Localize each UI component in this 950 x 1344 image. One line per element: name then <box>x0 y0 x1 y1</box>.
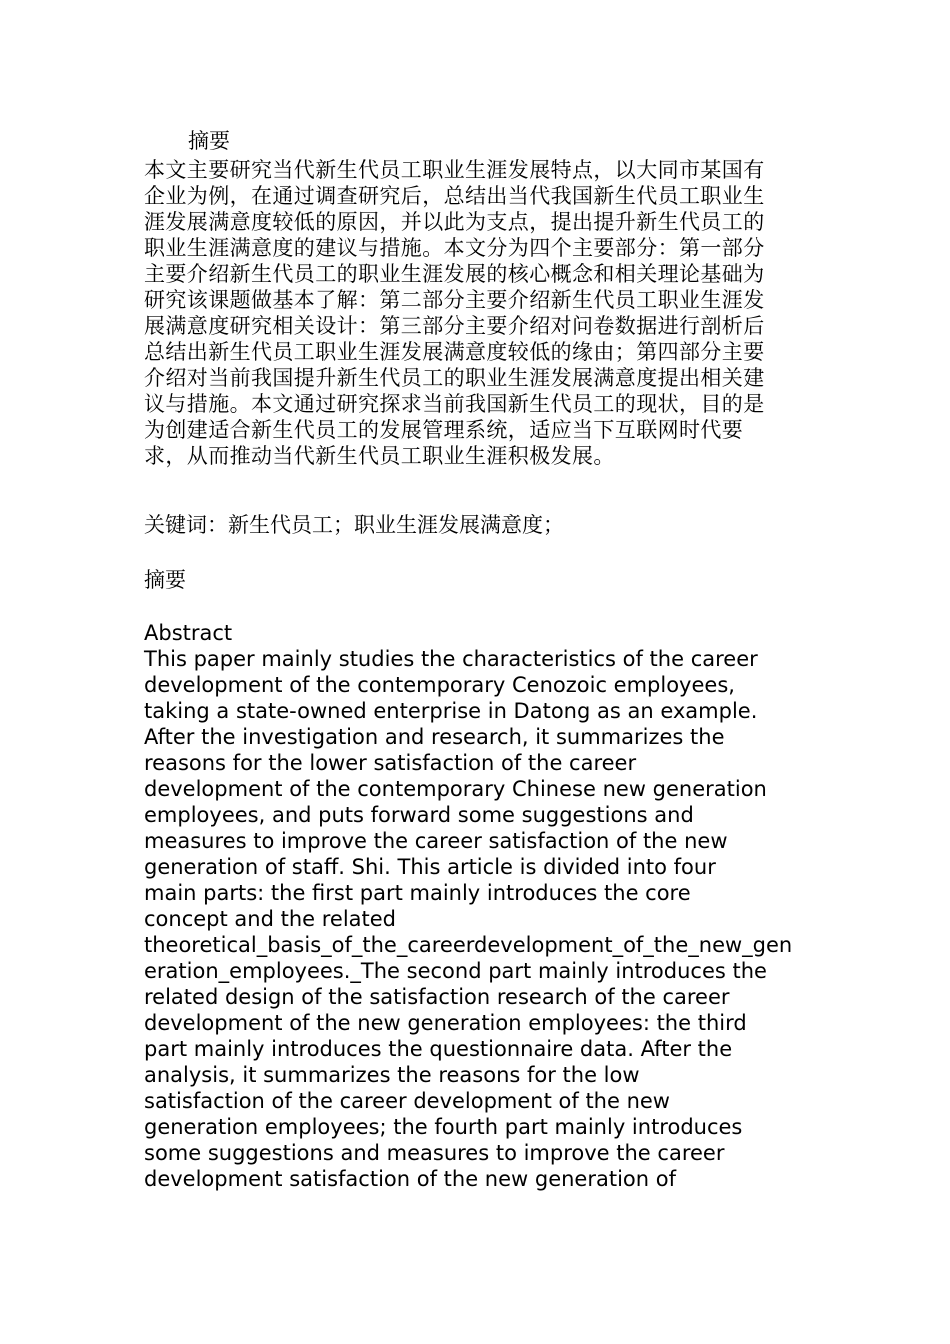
chinese-abstract-title: 摘要 <box>188 129 230 153</box>
chinese-keywords: 关键词：新生代员工；职业生涯发展满意度； <box>144 513 564 537</box>
chinese-abstract-title-repeat: 摘要 <box>144 568 186 592</box>
english-abstract-title: Abstract <box>144 621 233 645</box>
chinese-abstract-body: 本文主要研究当代新生代员工职业生涯发展特点，以大同市某国有 企业为例，在通过调查研究后，总结出当代我国新生代员工职业生 涯发展满意度较低的原因，并以此为支点，提出提升新生代员工的 职业生涯满意度的建议与措施。本文分为四个主要部分：第一部分 主要介绍新生代员工的职业生涯发展的核心概念和相关理论基础为 研究该课题做基本了解：第二部分主要介绍新生代员工职业生涯发 展满意度研究相关设计：第三部分主要介绍对问卷数据进行剖析后 总结出新生代员工职业生涯发展满意度较低的缘由；第四部分主要 介绍对当前我国提升新生代员工的职业生涯发展满意度提出相关建 议与措施。本文通过研究探求当前我国新生代员工的现状，目的是 为创建适合新生代员工的发展管理系统，适应当下互联网时代要 求，从而推动当代新生代员工职业生涯积极发展。 <box>144 158 765 468</box>
english-abstract-body: This paper mainly studies the characteristics of the career development of the contemporary Cenozoic employees, taking a state-owned enterprise in Datong as an example. After the investigation and research, it summarizes the reasons for the lower satisfaction of the career development of the contemporary Chinese new generation employees, and puts forward some suggestions and measures to improve the career satisfaction of the new generation of staff. Shi. This article is divided into four main parts: the first part mainly introduces the core concept and the related theoretical_basis_of_the_careerdevelopment_of_the_new_gen eration_employees._The second part mainly introduces the related design of the satisfaction research of the career development of the new generation employees: the third part mainly introduces the questionnaire data. After the analysis, it summarizes the reasons for the low satisfaction of the career development of the new generation employees; the fourth part mainly introduces some suggestions and measures to improve the career development satisfaction of the new generation of <box>144 647 793 1191</box>
